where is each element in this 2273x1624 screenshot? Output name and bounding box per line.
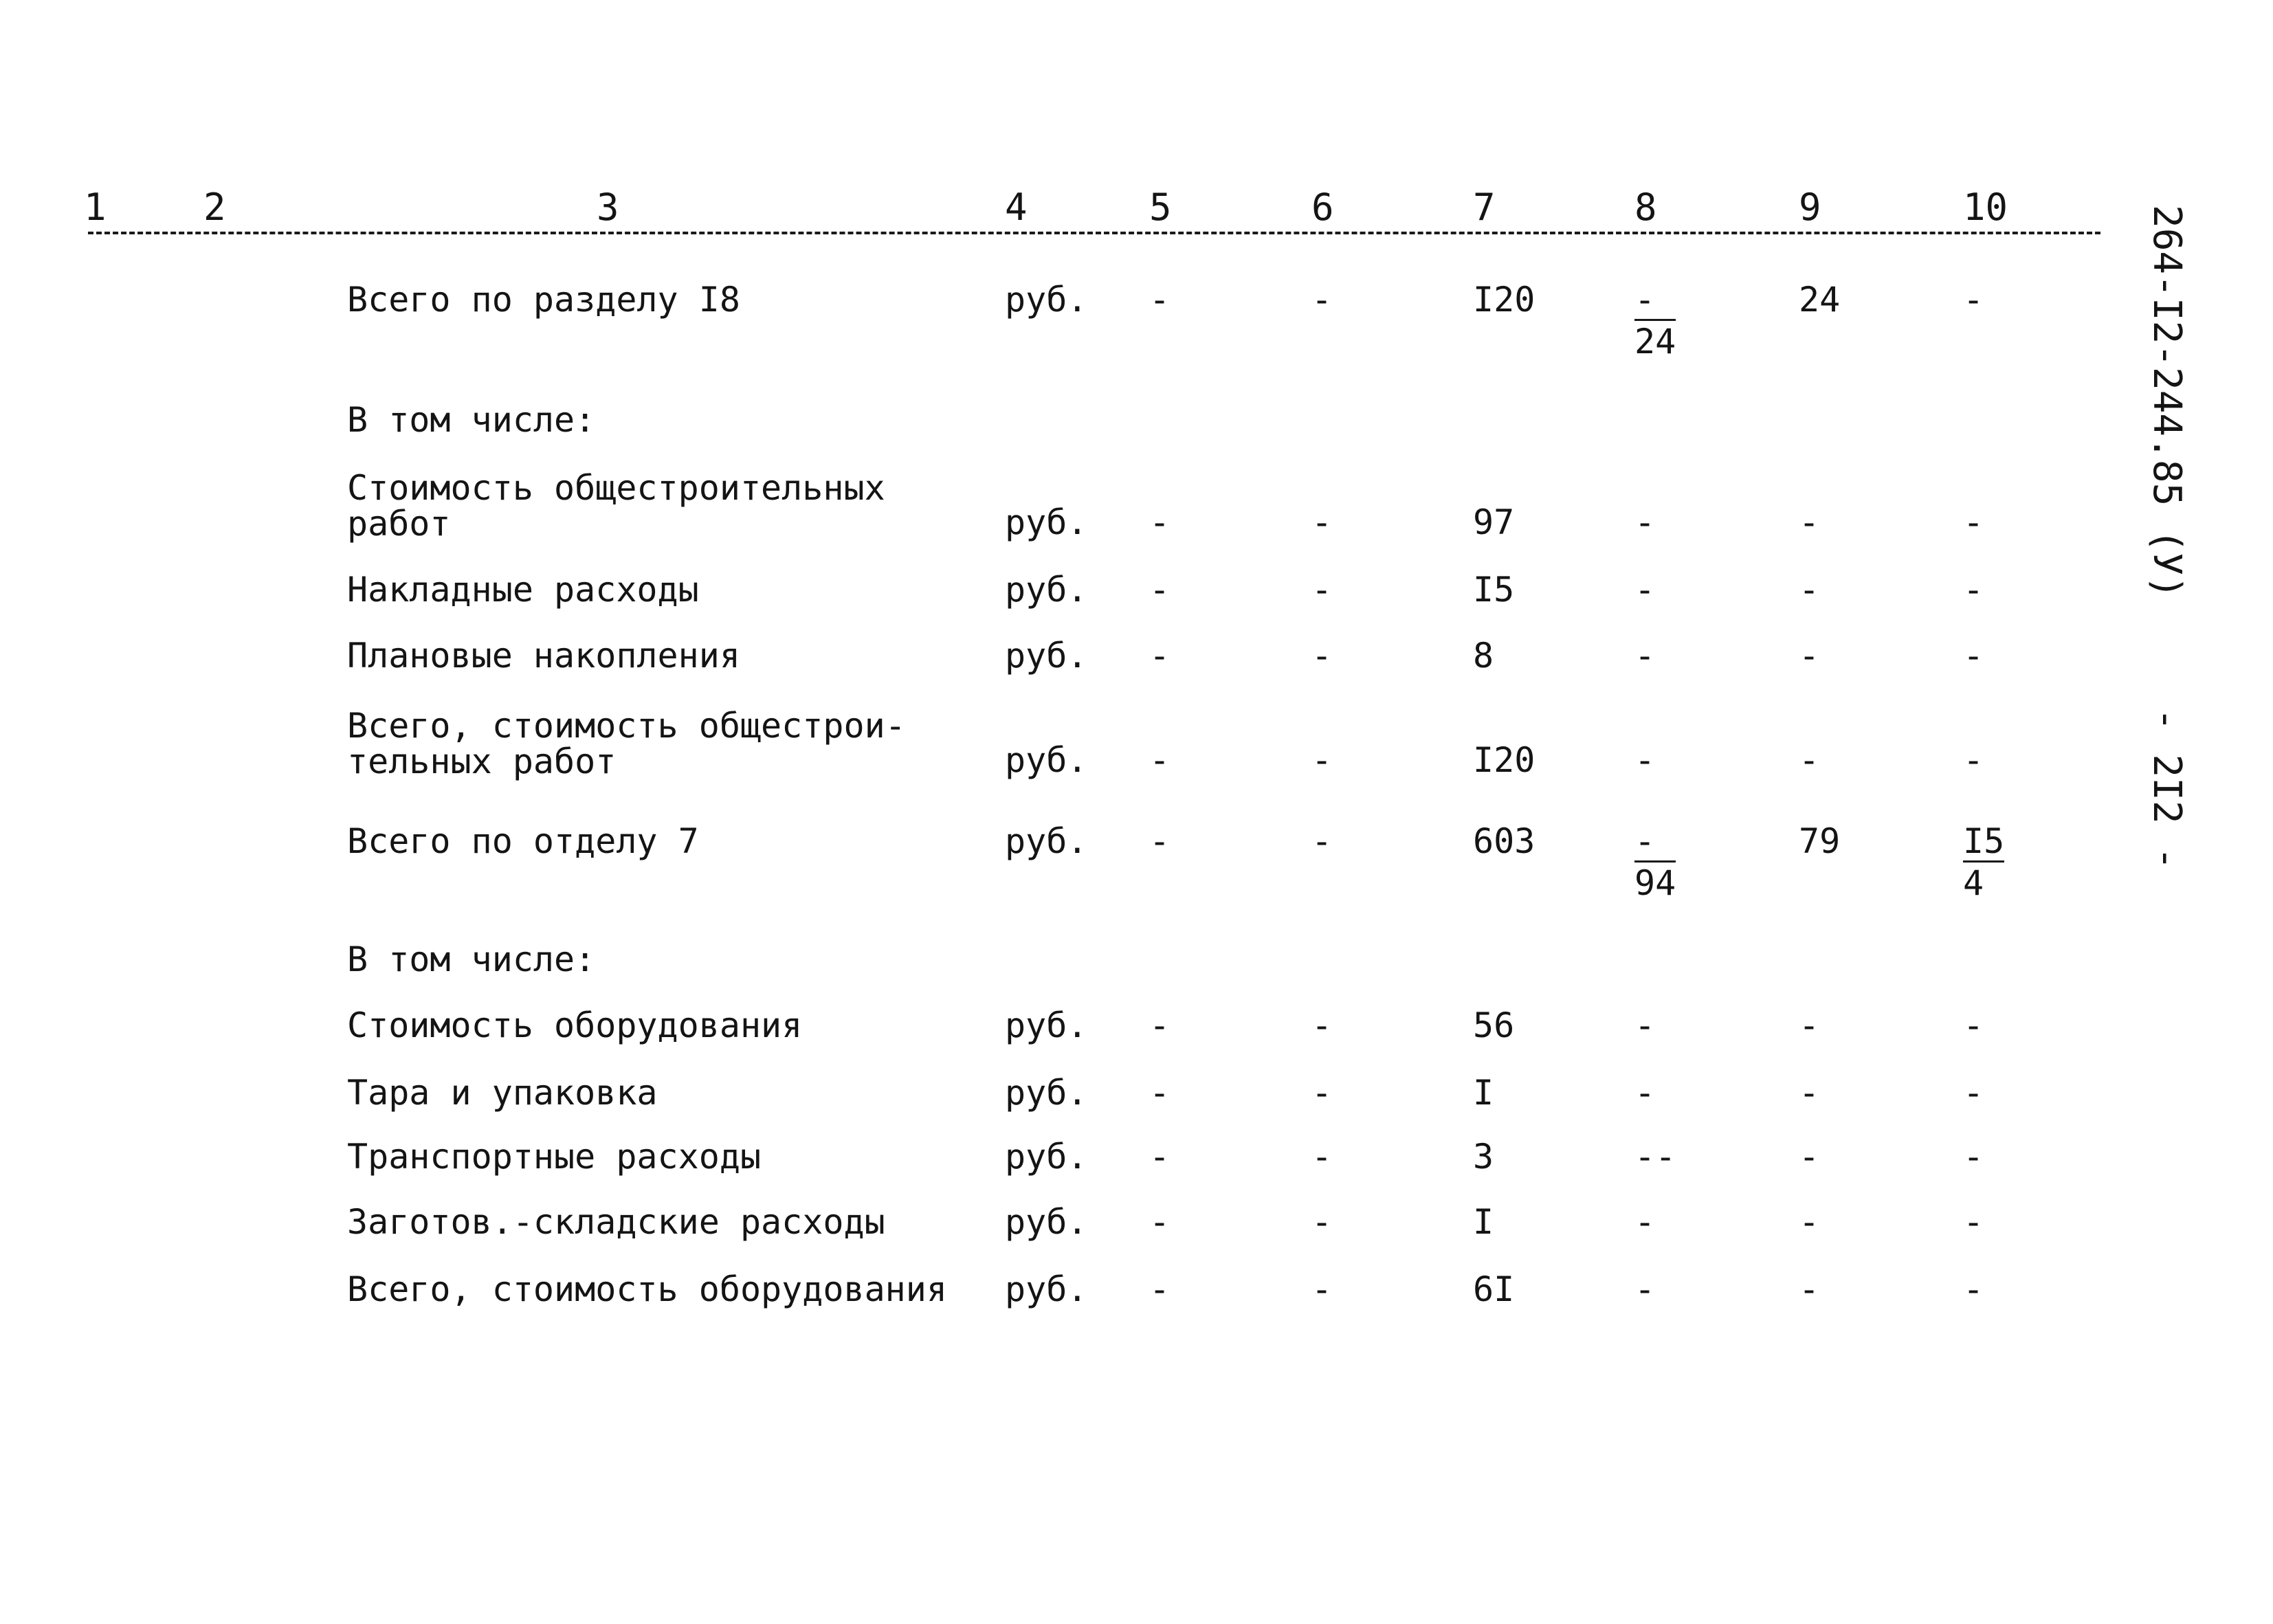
row-unit: руб. (1005, 636, 1088, 676)
column-header-9: 9 (1799, 186, 1821, 229)
row-unit: руб. (1005, 502, 1088, 542)
col9-value: - (1799, 1005, 1820, 1045)
row-description: Всего, стоимость общестрои- тельных работ (347, 706, 906, 781)
col6-value: - (1311, 1137, 1333, 1177)
row-description: Всего, стоимость оборудования (347, 1269, 947, 1309)
col10-value: - (1963, 1137, 1984, 1177)
row-description: Транспортные расходы (347, 1137, 762, 1177)
col9-value: - (1799, 1137, 1820, 1177)
col8-denominator: 24 (1634, 322, 1676, 361)
column-header-3: 3 (597, 186, 619, 229)
col8-value: - (1634, 636, 1656, 676)
table-row (0, 1271, 2273, 1354)
table-row (0, 708, 2273, 790)
col5-value: - (1149, 821, 1171, 861)
col9-value: - (1799, 1269, 1820, 1309)
col5-value: - (1149, 1202, 1171, 1242)
col9-value: - (1799, 636, 1820, 676)
row-unit: руб. (1005, 1137, 1088, 1177)
col8-numerator: - (1634, 282, 1676, 321)
row-unit: руб. (1005, 821, 1088, 861)
col8-fraction (1634, 282, 1676, 359)
col7-value: I (1473, 1202, 1494, 1242)
row-unit: руб. (1005, 1073, 1088, 1113)
column-header-2: 2 (203, 186, 226, 229)
table-row (0, 823, 2273, 906)
col8-numerator: - (1634, 823, 1676, 863)
col9-value: - (1799, 1202, 1820, 1242)
col7-value: 56 (1473, 1005, 1515, 1045)
col7-value: 603 (1473, 821, 1535, 861)
column-header-5: 5 (1149, 186, 1172, 229)
row-description: Стоимость оборудования (347, 1005, 803, 1045)
row-unit: руб. (1005, 1202, 1088, 1242)
col10-value: - (1963, 570, 1984, 610)
col10-value: - (1963, 1202, 1984, 1242)
col8-value: - (1634, 1073, 1656, 1113)
col8-value: - (1634, 1005, 1656, 1045)
col10-value: - (1963, 1269, 1984, 1309)
col8-fraction (1634, 823, 1676, 901)
row-unit: руб. (1005, 1005, 1088, 1045)
col8-value: - (1634, 1269, 1656, 1309)
col10-value: - (1963, 502, 1984, 542)
col5-value: - (1149, 636, 1171, 676)
col10-value: - (1963, 280, 1984, 320)
col5-value: - (1149, 280, 1171, 320)
col7-value: 6I (1473, 1269, 1515, 1309)
col10-value: - (1963, 1005, 1984, 1045)
col6-value: - (1311, 636, 1333, 676)
col6-value: - (1311, 280, 1333, 320)
col7-value: I20 (1473, 280, 1535, 320)
col8-value: - (1634, 570, 1656, 610)
column-header-7: 7 (1473, 186, 1496, 229)
row-unit: руб. (1005, 280, 1088, 320)
column-header-8: 8 (1634, 186, 1657, 229)
header-divider (88, 232, 2100, 234)
col5-value: - (1149, 1137, 1171, 1177)
col10-numerator: I5 (1963, 821, 2005, 861)
col9-value: 24 (1799, 280, 1841, 320)
col7-value: 3 (1473, 1137, 1494, 1177)
col6-value: - (1311, 1269, 1333, 1309)
col9-value: - (1799, 1073, 1820, 1113)
col9-value: - (1799, 740, 1820, 780)
col6-value: - (1311, 502, 1333, 542)
row-description: Всего по отделу 7 (347, 821, 699, 861)
col8-value: - (1634, 502, 1656, 542)
page-number: - 2I2 - (2144, 708, 2189, 871)
col10-value: - (1963, 636, 1984, 676)
col6-value: - (1311, 1005, 1333, 1045)
col8-denominator: 94 (1634, 863, 1676, 903)
table-row (0, 470, 2273, 553)
col7-value: I5 (1473, 570, 1515, 610)
col9-value: 79 (1799, 821, 1841, 861)
col6-value: - (1311, 570, 1333, 610)
row-description: Тара и упаковка (347, 1073, 658, 1113)
col10-value: - (1963, 1073, 1984, 1113)
heading-text: В том числе: (347, 400, 596, 440)
heading-text: В том числе: (347, 939, 596, 979)
col5-value: - (1149, 1005, 1171, 1045)
row-description: Стоимость общестроительных работ (347, 468, 885, 544)
col8-value: - (1634, 1202, 1656, 1242)
col5-value: - (1149, 1269, 1171, 1309)
col9-value: - (1799, 570, 1820, 610)
col8-value: -- (1634, 1137, 1676, 1177)
col8-value: - (1634, 740, 1656, 780)
col10-fraction (1963, 823, 2004, 901)
column-header-10: 10 (1963, 186, 2008, 229)
col5-value: - (1149, 502, 1171, 542)
row-description: Всего по разделу I8 (347, 280, 740, 320)
col7-value: 8 (1473, 636, 1494, 676)
col7-value: I20 (1473, 740, 1535, 780)
column-header-1: 1 (84, 186, 107, 229)
col7-value: 97 (1473, 502, 1515, 542)
col6-value: - (1311, 740, 1333, 780)
table-row (0, 282, 2273, 364)
col5-value: - (1149, 1073, 1171, 1113)
row-description: Накладные расходы (347, 570, 699, 610)
document-code: 264-I2-244.85 (У) (2144, 205, 2189, 599)
row-unit: руб. (1005, 1269, 1088, 1309)
col5-value: - (1149, 740, 1171, 780)
col6-value: - (1311, 1073, 1333, 1113)
col6-value: - (1311, 821, 1333, 861)
row-description: Плановые накопления (347, 636, 740, 676)
col9-value: - (1799, 502, 1820, 542)
col10-denominator: 4 (1963, 863, 1984, 903)
column-header-6: 6 (1311, 186, 1334, 229)
row-unit: руб. (1005, 740, 1088, 780)
row-description: Заготов.-складские расходы (347, 1202, 885, 1242)
column-header-4: 4 (1005, 186, 1028, 229)
col10-value: - (1963, 740, 1984, 780)
row-unit: руб. (1005, 570, 1088, 610)
col7-value: I (1473, 1073, 1494, 1113)
col5-value: - (1149, 570, 1171, 610)
col6-value: - (1311, 1202, 1333, 1242)
